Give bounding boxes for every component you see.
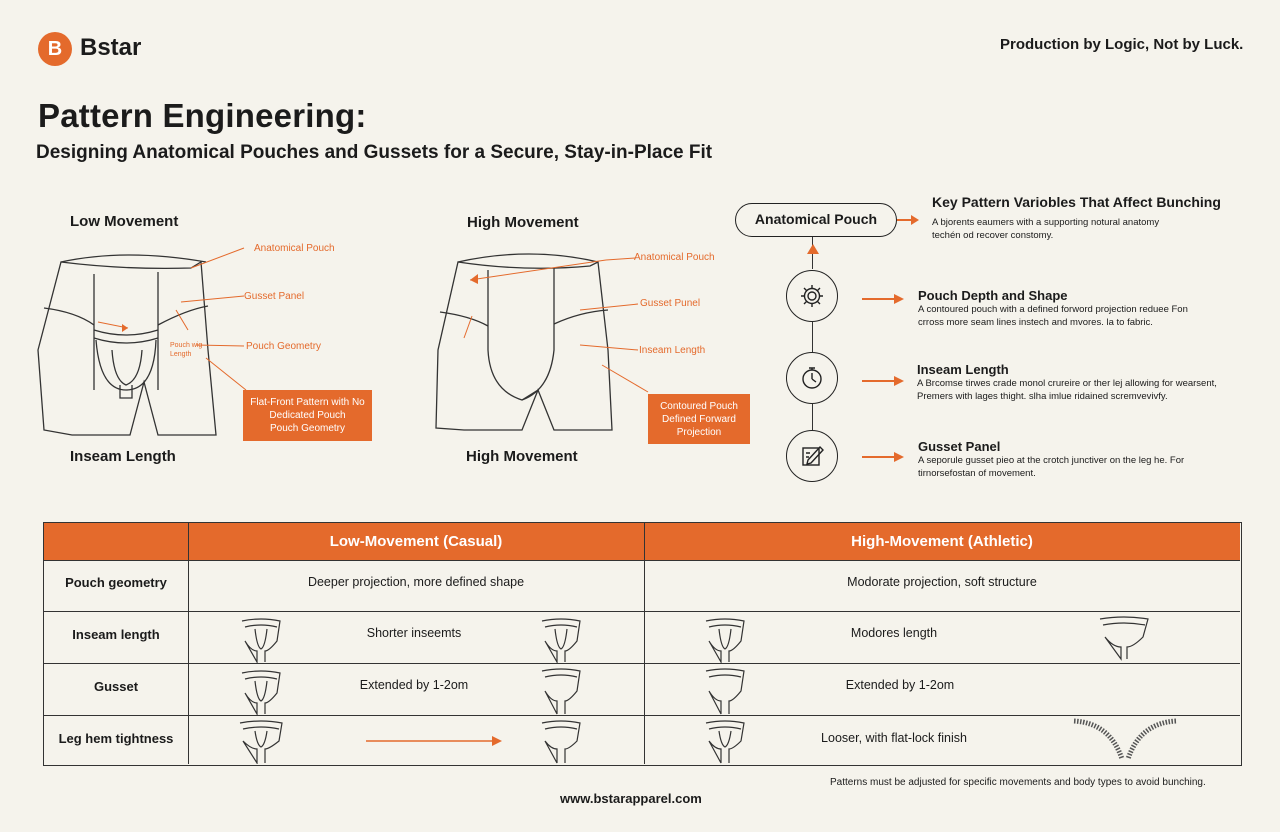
cell-low-inseam-length: Shorter inseemts [366,626,462,640]
mid-callout-gusset-panel: Gusset Punel [640,298,701,309]
gear-icon-circle [786,270,838,322]
variable-title: Pouch Depth and Shape [918,288,1068,303]
variable-desc-line-2: Premers with lages thight. slha imlue ridained scremvevivfy. [917,391,1168,402]
row-label-pouch-geometry: Pouch geometry [65,575,167,590]
edit-icon [799,443,825,469]
mid-callout-anatomical-pouch: Anatomical Pouch [634,252,715,263]
mid-pattern-box [648,394,750,444]
key-desc-line-2: techén od recover constomy. [932,230,1054,241]
row-divider-0 [44,560,1240,561]
variable-pouch-depth [918,288,1238,329]
gear-icon [799,283,825,309]
mid-box-line-1: Contoured Pouch [660,401,738,412]
comparison-table [43,522,1242,766]
brief-icon [237,719,285,764]
logo-letter: B [47,38,63,60]
left-pattern-box [243,390,372,441]
arrow-icon-3 [862,450,906,464]
arrow-icon-1 [862,292,906,306]
variable-gusset-panel [918,439,1238,480]
header-low-movement: Low-Movement (Casual) [329,533,503,550]
cell-high-leg-hem: Looser, with flat-lock finish [821,731,967,745]
page-title: Pattern Engineering: [38,97,367,134]
cell-high-inseam-length: Modores length [850,626,938,640]
variable-desc-line-2: tirnorsefostan of movement. [918,468,1036,479]
left-bottom-label: Inseam Length [70,448,176,465]
stopwatch-icon-circle [786,352,838,404]
arrow-icon-2 [862,374,906,388]
website-url[interactable]: www.bstarapparel.com [560,791,702,806]
variable-desc-line-2: crross more seam lines instech and mvores. la to fabric. [918,317,1153,328]
left-box-line-1: Flat-Front Pattern with No [250,397,365,408]
brief-icon [539,719,583,764]
key-variables-title: Key Pattern Variobles That Affect Bunching [932,194,1221,210]
variable-inseam-length [917,362,1237,403]
cell-low-pouch-geometry: Deeper projection, more defined shape [307,575,525,589]
left-top-label: Low Movement [70,213,179,230]
cell-low-gusset: Extended by 1-2om [359,678,469,692]
variable-desc-line-1: A contoured pouch with a defined forword projection reduee Fon [918,304,1188,315]
brand-name: Bstar [80,34,142,61]
row-divider-1 [44,611,1240,612]
variable-desc-line-1: A seporule gusset pieo at the crotch junctiver on the leg he. For [918,455,1185,466]
mid-box-line-3: Projection [676,427,722,438]
brief-icon [703,617,747,663]
brief-icon [539,667,583,715]
edit-icon-circle [786,430,838,482]
left-callout-small-1: Pouch wig [170,342,203,349]
leg-hem-arrow-icon [366,735,506,747]
left-box-line-3: Pouch Geometry [269,423,346,434]
stopwatch-icon [799,365,825,391]
variable-title: Gusset Panel [918,439,1001,454]
page-subtitle: Designing Anatomical Pouches and Gussets for a Secure, Stay-in-Place Fit [36,142,713,163]
left-callout-small-2: Length [170,351,192,358]
left-callout-anatomical-pouch: Anatomical Pouch [254,243,335,254]
mid-callout-inseam-length: Inseam Length [639,345,706,356]
brief-icon [1097,615,1151,661]
connector-line-3 [812,404,813,430]
cell-high-pouch-geometry: Modorate projection, soft structure [847,575,1037,589]
row-divider-3 [44,715,1240,716]
mid-top-label: High Movement [467,214,579,231]
variable-desc-line-1: A Brcomse tirwes crade monol crureire or ther lej allowing for wearsent, [917,378,1217,389]
mid-box-line-2: Defined Forward [662,414,736,425]
brief-icon [239,669,283,715]
row-label-inseam-length: Inseam length [72,627,160,642]
up-arrow-icon [807,244,819,254]
pill-arrow-icon [897,213,923,227]
logo-mark [38,32,72,66]
row-label-leg-hem-tightness: Leg hem tightness [58,731,174,746]
mid-bottom-label: High Movement [466,448,578,465]
header-high-movement: High-Movement (Athletic) [851,533,1033,550]
left-callout-gusset-panel: Gusset Panel [244,291,305,302]
key-desc-line-1: A bjorents eaumers with a supporting notural anatomy [932,217,1160,228]
left-callout-pouch-geometry: Pouch Geometry [246,341,322,352]
row-label-gusset: Gusset [93,679,139,694]
cell-high-gusset: Extended by 1-2om [845,678,955,692]
row-divider-2 [44,663,1240,664]
left-box-line-2: Dedicated Pouch [269,410,346,421]
connector-line-2 [812,322,813,352]
brief-icon [703,667,747,715]
brief-icon [539,617,583,663]
footnote: Patterns must be adjusted for specific movements and body types to avoid bunching. [830,777,1206,788]
flatlock-seam-icon [1070,715,1180,765]
key-variables-desc [932,216,1222,242]
brief-icon [703,719,747,764]
brief-icon [239,617,283,663]
tagline: Production by Logic, Not by Luck. [1000,36,1244,53]
variable-title: Inseam Length [917,362,1009,377]
anatomical-pouch-pill: Anatomical Pouch [735,203,897,237]
